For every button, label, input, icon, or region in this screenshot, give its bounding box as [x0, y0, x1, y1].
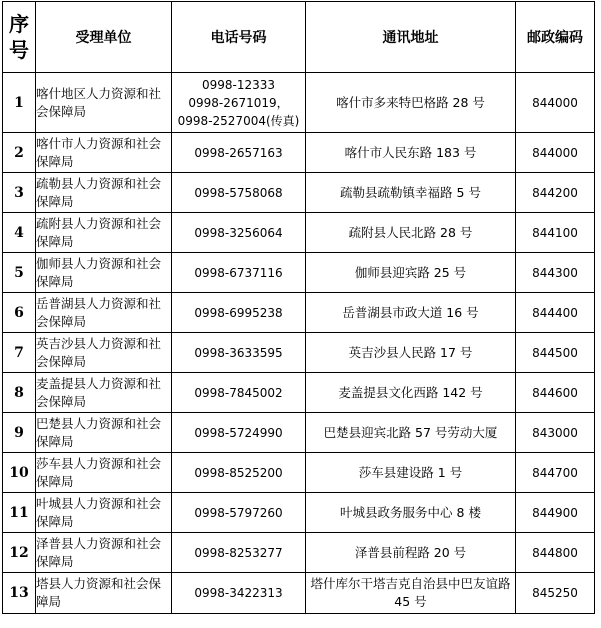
office-name: 疏勒县人力资源和社会保障局 [36, 173, 172, 213]
mailing-address: 疏附县人民北路 28 号 [306, 213, 516, 253]
office-name: 巴楚县人力资源和社会保障局 [36, 413, 172, 453]
phone-numbers [172, 533, 306, 573]
mailing-address: 喀什市多来特巴格路 28 号 [306, 73, 516, 133]
office-name: 叶城县人力资源和社会保障局 [36, 493, 172, 533]
row-number: 5 [3, 253, 36, 293]
phone-number: 0998-3422313 [194, 586, 283, 600]
table-row [3, 253, 595, 293]
mailing-address: 塔什库尔干塔吉克自治县中巴友谊路 45 号 [306, 573, 516, 614]
mailing-address: 疏勒县疏勒镇幸福路 5 号 [306, 173, 516, 213]
table-row [3, 73, 595, 133]
phone-number: 0998-8253277 [194, 545, 283, 560]
postal-code: 844200 [516, 173, 595, 213]
postal-code: 844100 [516, 213, 595, 253]
mailing-address: 伽师县迎宾路 25 号 [306, 253, 516, 293]
phone-numbers [172, 373, 306, 413]
postal-code: 843000 [516, 413, 595, 453]
postal-code: 845250 [516, 573, 595, 614]
postal-code: 844800 [516, 533, 595, 573]
row-number: 11 [3, 493, 36, 533]
table-row [3, 413, 595, 453]
header-zip: 邮政编码 [516, 2, 595, 73]
office-name: 莎车县人力资源和社会保障局 [36, 453, 172, 493]
office-name: 疏附县人力资源和社会保障局 [36, 213, 172, 253]
postal-code: 844000 [516, 73, 595, 133]
postal-code: 844700 [516, 453, 595, 493]
row-number: 8 [3, 373, 36, 413]
table-row [3, 173, 595, 213]
table-row [3, 533, 595, 573]
phone-numbers [172, 573, 306, 614]
header-unit: 受理单位 [36, 2, 172, 73]
phone-numbers [172, 333, 306, 373]
row-number: 10 [3, 453, 36, 493]
phone-number: 0998-5797260 [194, 505, 283, 520]
phone-number: 0998-5758068 [194, 185, 283, 200]
office-name: 英吉沙县人力资源和社会保障局 [36, 333, 172, 373]
row-number: 12 [3, 533, 36, 573]
phone-number: 0998-3633595 [194, 345, 283, 360]
office-name: 伽师县人力资源和社会保障局 [36, 253, 172, 293]
contacts-table [2, 1, 595, 614]
office-name: 岳普湖县人力资源和社会保障局 [36, 293, 172, 333]
office-name: 塔县人力资源和社会保障局 [36, 573, 172, 614]
phone-numbers [172, 133, 306, 173]
row-number: 2 [3, 133, 36, 173]
phone-number: 0998-6737116 [194, 265, 283, 280]
row-number: 4 [3, 213, 36, 253]
table-row [3, 373, 595, 413]
table-body [3, 73, 595, 614]
office-name: 泽普县人力资源和社会保障局 [36, 533, 172, 573]
row-number: 9 [3, 413, 36, 453]
table-row [3, 453, 595, 493]
phone-number: 0998-8525200 [194, 465, 283, 480]
postal-code: 844500 [516, 333, 595, 373]
postal-code: 844000 [516, 133, 595, 173]
table-row [3, 293, 595, 333]
header-row [3, 2, 595, 73]
mailing-address: 莎车县建设路 1 号 [306, 453, 516, 493]
mailing-address: 岳普湖县市政大道 16 号 [306, 293, 516, 333]
phone-number: 0998-5724990 [194, 425, 283, 440]
phone-numbers [172, 253, 306, 293]
phone-numbers [172, 413, 306, 453]
row-number: 1 [3, 73, 36, 133]
mailing-address: 泽普县前程路 20 号 [306, 533, 516, 573]
row-number: 6 [3, 293, 36, 333]
phone-numbers [172, 73, 306, 133]
row-number: 3 [3, 173, 36, 213]
phone-numbers [172, 493, 306, 533]
phone-number: 0998-2527004(传真) [177, 113, 300, 128]
postal-code: 844900 [516, 493, 595, 533]
phone-numbers [172, 293, 306, 333]
phone-numbers [172, 213, 306, 253]
office-name: 喀什地区人力资源和社会保障局 [36, 73, 172, 133]
postal-code: 844400 [516, 293, 595, 333]
mailing-address: 喀什市人民东路 183 号 [306, 133, 516, 173]
table-row [3, 573, 595, 614]
table-row [3, 133, 595, 173]
header-phone: 电话号码 [172, 2, 306, 73]
postal-code: 844300 [516, 253, 595, 293]
phone-numbers [172, 173, 306, 213]
phone-number: 0998-3256064 [194, 225, 283, 240]
table-row [3, 333, 595, 373]
office-name: 喀什市人力资源和社会保障局 [36, 133, 172, 173]
phone-number: 0998-7845002 [194, 385, 283, 400]
office-name: 麦盖提县人力资源和社会保障局 [36, 373, 172, 413]
postal-code: 844600 [516, 373, 595, 413]
row-number: 7 [3, 333, 36, 373]
mailing-address: 麦盖提县文化西路 142 号 [306, 373, 516, 413]
header-seq: 序号 [3, 2, 36, 73]
phone-number: 0998-2657163 [194, 145, 283, 160]
table-row [3, 213, 595, 253]
header-address: 通讯地址 [306, 2, 516, 73]
phone-numbers [172, 453, 306, 493]
table-row [3, 493, 595, 533]
phone-number: 0998-12333 [201, 77, 276, 92]
mailing-address: 巴楚县迎宾北路 57 号劳动大厦 [306, 413, 516, 453]
row-number: 13 [3, 573, 36, 614]
mailing-address: 英吉沙县人民路 17 号 [306, 333, 516, 373]
phone-number: 0998-6995238 [194, 305, 283, 320]
phone-number: 0998-2671019， [188, 95, 289, 110]
mailing-address: 叶城县政务服务中心 8 楼 [306, 493, 516, 533]
